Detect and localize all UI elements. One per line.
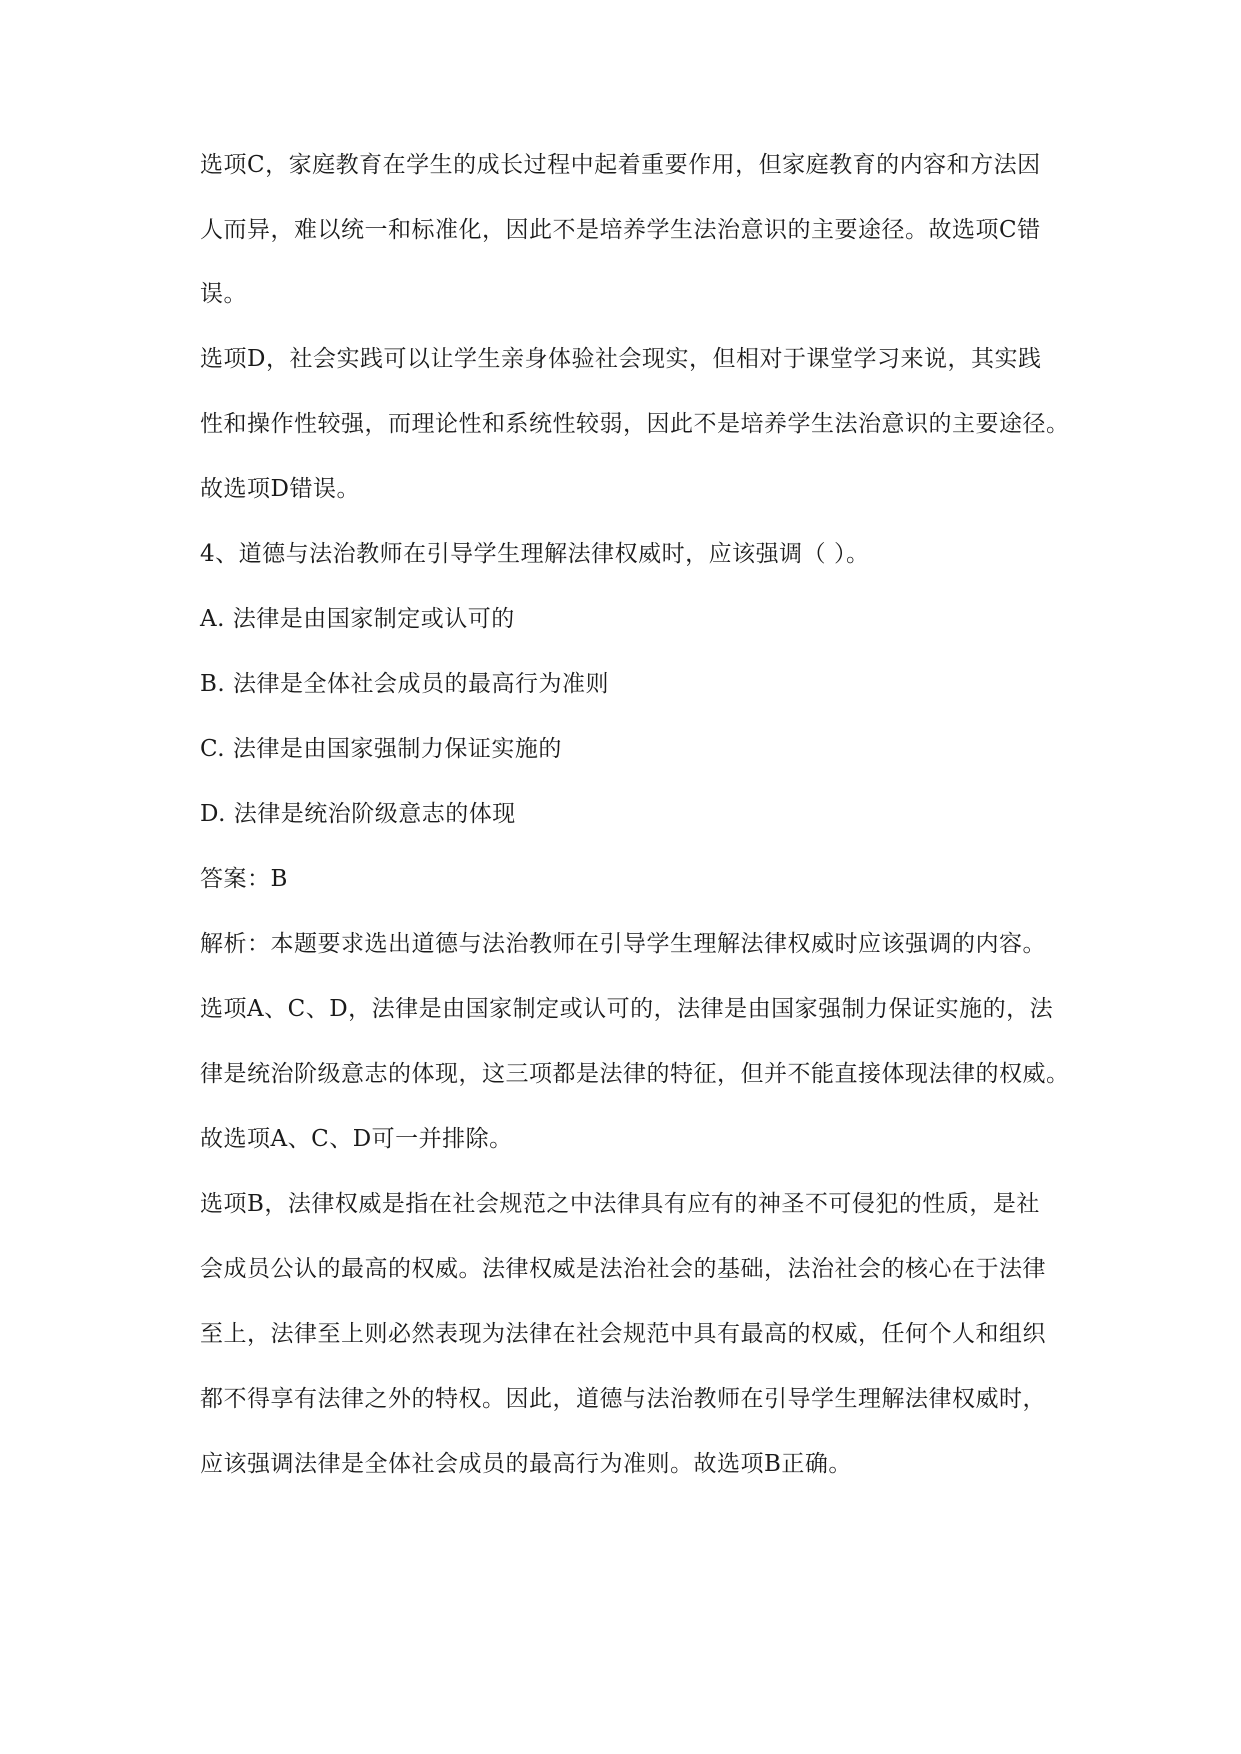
analysis-line-7: 至上，法律至上则必然表现为法律在社会规范中具有最高的权威，任何个人和组织 [200, 1321, 1046, 1347]
question-4-option-c: C. 法律是由国家强制力保证实施的 [200, 736, 562, 762]
option-d-explanation-line-1: 选项D，社会实践可以让学生亲身体验社会现实，但相对于课堂学习来说，其实践 [200, 346, 1042, 372]
analysis-line-3: 律是统治阶级意志的体现，这三项都是法律的特征，但并不能直接体现法律的权威。 [200, 1061, 1070, 1087]
option-d-explanation-line-3: 故选项D错误。 [200, 476, 360, 502]
analysis-line-9: 应该强调法律是全体社会成员的最高行为准则。故选项B正确。 [200, 1451, 852, 1477]
option-c-explanation-line-3: 误。 [200, 281, 247, 307]
question-4-option-a: A. 法律是由国家制定或认可的 [200, 606, 515, 632]
analysis-line-6: 会成员公认的最高的权威。法律权威是法治社会的基础，法治社会的核心在于法律 [200, 1256, 1046, 1282]
analysis-line-1: 解析：本题要求选出道德与法治教师在引导学生理解法律权威时应该强调的内容。 [200, 931, 1046, 957]
analysis-line-5: 选项B，法律权威是指在社会规范之中法律具有应有的神圣不可侵犯的性质，是社 [200, 1191, 1040, 1217]
analysis-line-2: 选项A、C、D，法律是由国家制定或认可的，法律是由国家强制力保证实施的，法 [200, 996, 1054, 1022]
question-4-stem: 4、道德与法治教师在引导学生理解法律权威时，应该强调（ ）。 [200, 541, 870, 567]
analysis-line-8: 都不得享有法律之外的特权。因此，道德与法治教师在引导学生理解法律权威时， [200, 1386, 1046, 1412]
option-c-explanation-line-2: 人而异，难以统一和标准化，因此不是培养学生法治意识的主要途径。故选项C错 [200, 217, 1041, 243]
analysis-line-4: 故选项A、C、D可一并排除。 [200, 1126, 513, 1152]
option-c-explanation-line-1: 选项C，家庭教育在学生的成长过程中起着重要作用，但家庭教育的内容和方法因 [200, 152, 1041, 178]
option-d-explanation-line-2: 性和操作性较强，而理论性和系统性较弱，因此不是培养学生法治意识的主要途径。 [200, 411, 1070, 437]
question-4-option-d: D. 法律是统治阶级意志的体现 [200, 801, 516, 827]
question-4-answer: 答案：B [200, 866, 288, 892]
question-4-option-b: B. 法律是全体社会成员的最高行为准则 [200, 671, 610, 697]
